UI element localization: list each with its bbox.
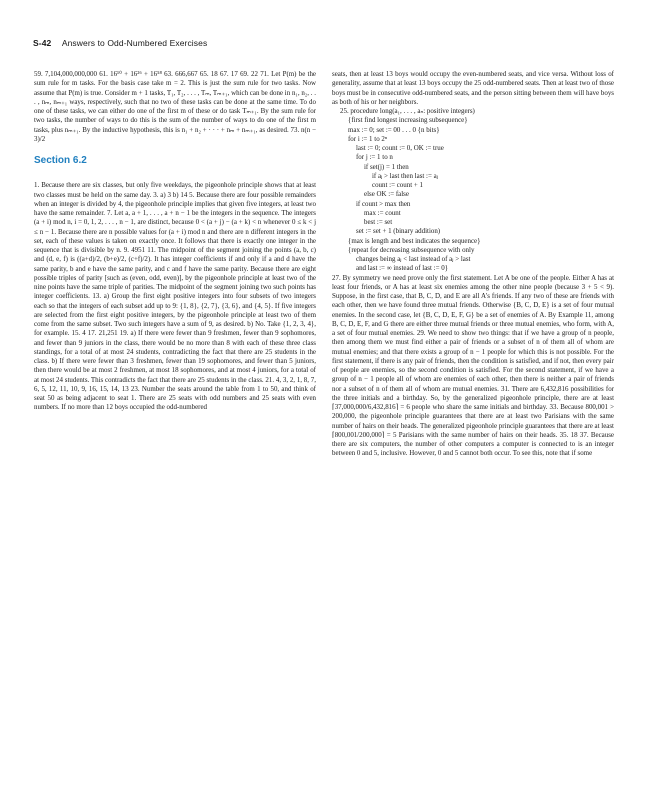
code-line: else OK := false bbox=[364, 190, 409, 199]
code-line: best := set bbox=[364, 218, 393, 226]
code-line: max := 0; set := 00 . . . 0 {n bits} bbox=[348, 125, 440, 134]
code-line: changes being aⱼ < last instead of aⱼ > last bbox=[356, 255, 471, 263]
code-line: count := count + 1 bbox=[372, 181, 423, 189]
code-line: {max is length and best indicates the sequence} bbox=[348, 236, 481, 245]
answers-6-2-part3: 27. By symmetry we need prove only the first statement. Let A be one of the people. Either A has at least four friends, or A has at least six enemies among the other nine people (because 3 + 5 < 9). Suppose, in the first case, that B, C, D, and E are all A's friends. If any two of these are friends with each other, then we have found three mutual friends. Otherwise {B, C, D, E} is a set of four mutual enemies. In the second case, let {B, C, D, E, F, G} be a set of enemies of A. By Example 11, among B, C, D, E, F, and G there are either three mutual friends or three mutual enemies, who form, with A, a set of four mutual enemies. 29. We need to show two things: that if we have a group of n people, then among them we must find either a pair of friends or a subset of n of them all of whom are mutual enemies; and that there exists a group of n − 1 people for which this is not possible. For the first statement, if there is any pair of friends, then the condition is satisfied, and if not, then every pair of people are enemies, so the second condition is satisfied. For the second statement, if we have a group of n − 1 people all of whom are enemies of each other, then there is neither a pair of friends nor a subset of n of them all of whom are mutual enemies. 31. There are 6,432,816 possibilities for the three initials and a birthday. So, by the generalized pigeonhole principle, there are at least ⌈37,000,000/6,432,816⌉ = 6 people who share the same initials and birthday. 33. Because 800,001 > 200,000, the pigeonhole principle guarantees that there are at least two Parisians with the same number of hairs on their heads. The generalized pigeonhole principle guarantees that there are at least ⌈800,001/200,000⌉ = 5 Parisians with the same number of hairs on their heads. 35. 18 37. Because there are six computers, the number of other computers a computer is connected to is an integer between 0 and 5, inclusive. However, 0 and 5 cannot both occur. To see this, note that if some bbox=[332, 273, 614, 458]
code-line: for j := 1 to n bbox=[356, 153, 393, 162]
answers-6-2-part2: seats, then at least 13 boys would occupy the even-numbered seats, and vice versa. Without loss of generality, assume that at least 13 boys occupy the 25 odd-numbered seats. Then at least two of those boys must be in consecutive odd-numbered seats, and the person sitting between them will have boys as both of his or her neighbors. bbox=[332, 70, 614, 106]
code-line: if count > max then bbox=[356, 199, 411, 208]
code-line: {repeat for decreasing subsequence with only bbox=[348, 245, 475, 254]
section-heading: Section 6.2 bbox=[34, 155, 87, 166]
code-line: and last := ∞ instead of last := 0} bbox=[356, 264, 449, 273]
answers-6-2-part1: 1. Because there are six classes, but only five weekdays, the pigeonhole principle shows that at least two classes must be held on the same day. 3. a) 3 b) 14 5. Because there are four possible remainders when an integer is divided by 4, the pigeonhole principle implies that given five integers, at least two have the same remainder. 7. Let a, a + 1, . . . , a + n − 1 be the integers in the sequence. The integers (a + i) mod n, i = 0, 1, 2, . . . , n − 1, are distinct, because 0 < (a + j) − (a + k) < n whenever 0 ≤ k < j ≤ n − 1. Because there are n possible values for (a + i) mod n and there are n different integers in the set, each of these values is taken on exactly once. It follows that there is exactly one integer in the sequence that is divisible by n. 9. 4951 11. The midpoint of the segment joining the points (a, b, c) and (d, e, f) is ((a+d)/2, (b+e)/2, (c+f)/2). It has integer coefficients if and only if a and d have the same parity, b and e have the same parity, and c and f have the same parity. Because there are eight possible triples of parity [such as (even, odd, even)], by the pigeonhole principle at least two of the nine points have the same triple of parities. The midpoint of the segment joining two such points has integer coefficients. 13. a) Group the first eight positive integers into four subsets of two integers each so that the integers of each subset add up to 9: {1, 8}, {2, 7}, {3, 6}, and {4, 5}. If five integers are selected from the first eight positive integers, by the pigeonhole principle at least two of them come from the same subset. Two such integers have a sum of 9, as desired. b) No. Take {1, 2, 3, 4}, for example. 15. 4 17. 21,251 19. a) If there were fewer than 9 freshmen, fewer than 9 sophomores, and fewer than 9 juniors in the class, there would be no more than 8 with each of these three class standings, for a total of at most 24 students, contradicting the fact that there are 25 students in the class. b) If there were fewer than 3 freshmen, fewer than 19 sophomores, and fewer than 5 juniors, then there would be at most 2 freshmen, at most 18 sophomores, and at most 4 juniors, for a total of at most 24 students. This contradicts the fact that there are 25 students in the class. 21. 4, 3, 2, 1, 8, 7, 6, 5, 12, 11, 10, 9, 16, 15, 14, 13 23. Number the seats around the table from 1 to 50, and think of seat 50 as being adjacent to seat 1. There are 25 seats with odd numbers and 25 seats with even numbers. If no more than 12 boys occupied the odd-numbered bbox=[34, 181, 316, 412]
left-column bbox=[34, 70, 316, 413]
code-line: set := set + 1 (binary addition) bbox=[356, 227, 441, 236]
code-line: 25. procedure long(a₁, . . . , aₙ: positive integers) bbox=[340, 107, 475, 115]
pseudocode-block bbox=[332, 107, 614, 274]
page-header bbox=[33, 38, 207, 48]
code-line: if set(j) = 1 then bbox=[364, 162, 409, 171]
running-title: Answers to Odd-Numbered Exercises bbox=[61, 38, 208, 48]
right-column bbox=[332, 70, 614, 459]
code-line: {first find longest increasing subsequence} bbox=[348, 116, 468, 125]
answers-6-1-tail: 59. 7,104,000,000,000 61. 16¹⁰ + 16²⁶ + 16⁵⁸ 63. 666,667 65. 18 67. 17 69. 22 71. Let P(m) be the sum rule for m tasks. For the basis case take m = 2. This is just the sum rule for two tasks. Now assume that P(m) is true. Consider m + 1 tasks, T₁, T₂, . . . , Tₘ, Tₘ₊₁, which can be done in n₁, n₂, . . . , nₘ, nₘ₊₁ ways, respectively, such that no two of these tasks can be done at the same time. To do one of these tasks, we can either do one of the first m of these or do task Tₘ₊₁. By the sum rule for two tasks, the number of ways to do this is the sum of the number of ways to do one of the first m tasks, plus nₘ₊₁. By the inductive hypothesis, this is n₁ + n₂ + · · · + nₘ + nₘ₊₁, as desired. 73. n(n − 3)/2 bbox=[34, 70, 316, 143]
code-line: max := count bbox=[364, 208, 401, 217]
code-line: if aⱼ > last then last := aⱼ bbox=[372, 171, 438, 180]
code-line: last := 0; count := 0, OK := true bbox=[356, 144, 444, 152]
page-number: S-42 bbox=[33, 38, 52, 48]
code-line: for i := 1 to 2ⁿ bbox=[348, 134, 388, 143]
